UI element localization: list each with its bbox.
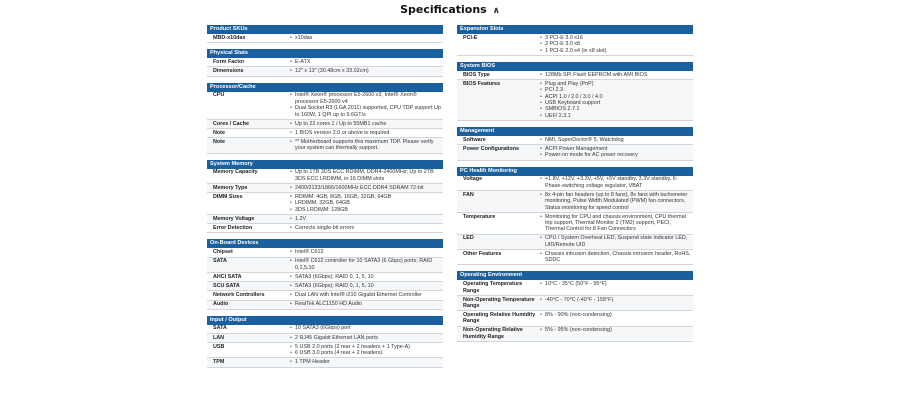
spec-value: • UEFI 2.3.1 <box>539 113 691 119</box>
spec-value: • Dual LAN with Intel® i210 Gigabit Ethernet Controller <box>289 292 441 298</box>
spec-values <box>289 358 443 366</box>
spec-value: • NMI, SuperDoctor® 5, Watchdog <box>539 137 691 143</box>
spec-label: MBD-x10dax <box>213 34 246 41</box>
spec-value: • Plug and Play (PnP) <box>539 81 691 87</box>
spec-section-processor-cache <box>207 83 443 154</box>
chevron-up-icon: ∧ <box>492 6 500 16</box>
spec-row <box>207 215 443 224</box>
section-title: Management <box>457 127 693 136</box>
spec-values <box>539 34 693 55</box>
spec-value: • 10°C - 35°C (50°F - 95°F) <box>539 281 691 287</box>
spec-values <box>289 92 443 119</box>
spec-label: Error Detection <box>213 224 253 231</box>
spec-label: Other Features <box>463 250 502 257</box>
spec-value: • 5 USB 2.0 ports (2 rear + 2 headers + 1 Type-A) <box>289 344 441 350</box>
spec-value: • 6 USB 3.0 ports (4 rear + 2 headers) <box>289 350 441 356</box>
spec-label: Note <box>213 138 225 145</box>
right-spec-column <box>457 25 693 348</box>
section-title: Input / Output <box>207 316 443 325</box>
spec-values <box>539 250 693 264</box>
spec-label: Software <box>463 136 486 143</box>
spec-values <box>539 191 693 212</box>
spec-values <box>289 291 443 299</box>
spec-value: • Power-on mode for AC power recovery <box>539 152 691 158</box>
spec-label: Operating Temperature Range <box>463 281 523 294</box>
spec-label: SATA <box>213 258 227 265</box>
section-title: Physical Stats <box>207 49 443 58</box>
spec-values <box>289 343 443 357</box>
spec-row <box>457 136 693 145</box>
spec-row <box>207 67 443 76</box>
spec-values <box>289 215 443 223</box>
spec-values <box>289 325 443 333</box>
spec-label: USB <box>213 343 225 350</box>
spec-value: • ACPI 1.0 / 2.0 / 3.0 / 4.0 <box>539 94 691 100</box>
spec-row <box>457 327 693 342</box>
section-title: Operating Environment <box>457 271 693 280</box>
spec-value: • x10dax <box>289 35 441 41</box>
spec-values <box>539 80 693 120</box>
spec-section-management <box>457 127 693 161</box>
spec-row <box>207 325 443 334</box>
section-title: Product SKUs <box>207 25 443 34</box>
spec-row <box>207 193 443 215</box>
spec-value: • Up to 1TB 3DS ECC RDIMM, DDR4-2400MHz; Up to 2TB 3DS ECC LRDIMM, in 16 DIMM slots <box>289 169 441 182</box>
spec-label: Non-Operating Temperature Range <box>463 296 535 310</box>
spec-values <box>289 224 443 232</box>
spec-values <box>289 273 443 281</box>
spec-value: • 1.2V <box>289 216 441 222</box>
spec-row <box>207 358 443 367</box>
spec-label: AHCI SATA <box>213 273 242 280</box>
spec-label: CPU <box>213 92 225 99</box>
spec-label: Form Factor <box>213 58 245 65</box>
specifications-header[interactable] <box>0 3 900 16</box>
spec-value: • PCI 2.3 <box>539 87 691 93</box>
left-spec-column <box>207 25 443 374</box>
spec-value: • USB Keyboard support <box>539 100 691 106</box>
spec-row <box>207 343 443 358</box>
section-title: On-Board Devices <box>207 239 443 248</box>
spec-values <box>539 296 693 310</box>
spec-label: Temperature <box>463 213 496 220</box>
spec-value: • E-ATX <box>289 59 441 65</box>
spec-label: SCU SATA <box>213 282 240 289</box>
spec-label: LED <box>463 235 474 242</box>
spec-value: • 2 PCI-E 3.0 x8 <box>539 41 691 47</box>
spec-value: • SATA3 (6Gbps); RAID 0, 1, 5, 10 <box>289 283 441 289</box>
spec-value: • CPU / System Overheat LED, Suspend state indicator LED, UID/Remote UID <box>539 235 691 248</box>
spec-row <box>457 296 693 311</box>
spec-label: DIMM Sizes <box>213 193 243 200</box>
spec-value: • 1 BIOS version 2.0 or above is required <box>289 130 441 136</box>
page-title: Specifications <box>400 3 487 16</box>
section-title: System Memory <box>207 160 443 169</box>
spec-label: Network Controllers <box>213 292 265 299</box>
spec-row <box>207 334 443 343</box>
section-title: Expansion Slots <box>457 25 693 34</box>
spec-values <box>289 193 443 214</box>
spec-value: • Chassis intrusion detection, Chassis intrusion header, RoHS, SDDC <box>539 251 691 264</box>
spec-section-on-board-devices <box>207 239 443 309</box>
spec-values <box>289 58 443 66</box>
spec-label: Memory Capacity <box>213 169 258 176</box>
spec-label: SATA <box>213 325 227 332</box>
spec-row <box>457 71 693 80</box>
spec-label: Power Configurations <box>463 146 520 153</box>
section-title: PC Health Monitoring <box>457 167 693 176</box>
spec-value: • Up to 22 cores 1 / Up to 55MB1 cache <box>289 121 441 127</box>
spec-label: FAN <box>463 191 474 198</box>
spec-value: • 3 PCI-E 3.0 x16 <box>539 35 691 41</box>
spec-section-input-output <box>207 316 443 368</box>
spec-row <box>457 80 693 121</box>
spec-values <box>539 213 693 234</box>
spec-value: • 10 SATA3 (6Gbps) port <box>289 325 441 331</box>
spec-row <box>207 138 443 153</box>
spec-row <box>207 273 443 282</box>
spec-values <box>289 34 443 42</box>
spec-label: Dimensions <box>213 68 244 75</box>
spec-label: Operating Relative Humidity Range <box>463 312 536 325</box>
spec-label: Non-Operating Relative Humidity Range <box>463 327 523 340</box>
spec-label: Voltage <box>463 176 483 183</box>
spec-label: Memory Type <box>213 184 248 191</box>
spec-label: Chipset <box>213 249 233 256</box>
spec-values <box>289 129 443 137</box>
spec-label: LAN <box>213 334 225 341</box>
spec-value: • 1 PCI-E 2.0 x4 (in x8 slot) <box>539 48 691 54</box>
spec-section-product-skus <box>207 25 443 43</box>
spec-value: • 2 RJ45 Gigabit Ethernet LAN ports <box>289 335 441 341</box>
spec-row <box>207 291 443 300</box>
spec-label: Cores / Cache <box>213 120 249 127</box>
spec-value: • 8x 4-pin fan headers (up to 8 fans), 8x fans with tachometer monitoring, Pulse Width Modulated (PWM) fan connectors, Status monitoring for speed control <box>539 192 691 211</box>
spec-row <box>207 58 443 67</box>
spec-value: • 5% - 95% (non-condensing) <box>539 327 691 333</box>
section-title: Processor/Cache <box>207 83 443 92</box>
spec-values <box>289 258 443 272</box>
spec-section-pc-health-monitoring <box>457 167 693 266</box>
spec-label: Audio <box>213 301 229 308</box>
spec-value: • ** Motherboard supports this maximum TDP. Please verify your system can thermally support. <box>289 139 441 152</box>
spec-value: • RealTek ALC1150 HD Audio <box>289 301 441 307</box>
spec-values <box>289 282 443 290</box>
spec-values <box>539 145 693 159</box>
spec-label: BIOS Features <box>463 80 501 87</box>
spec-row <box>457 34 693 56</box>
spec-value: • 3DS LRDIMM: 128GB <box>289 207 441 213</box>
spec-values <box>289 169 443 183</box>
spec-value: • Intel® C612 controller for 10 SATA3 (6 Gbps) ports; RAID 0,1,5,10 <box>289 258 441 271</box>
spec-values <box>289 334 443 342</box>
spec-values <box>289 67 443 75</box>
spec-values <box>539 71 693 79</box>
spec-label: BIOS Type <box>463 71 490 78</box>
spec-row <box>207 169 443 184</box>
spec-values <box>539 235 693 249</box>
spec-values <box>539 327 693 341</box>
spec-values <box>289 184 443 192</box>
spec-values <box>539 136 693 144</box>
spec-row <box>207 258 443 273</box>
spec-row <box>457 176 693 191</box>
spec-value: • 8% - 90% (non-condensing) <box>539 312 691 318</box>
spec-row <box>207 34 443 43</box>
spec-value: • 128Mb SPI Flash EEPROM with AMI BIOS <box>539 72 691 78</box>
spec-values <box>539 176 693 190</box>
spec-values <box>289 120 443 128</box>
spec-value: • 1 TPM Header <box>289 359 441 365</box>
spec-row <box>457 311 693 326</box>
spec-section-physical-stats <box>207 49 443 76</box>
section-title: System BIOS <box>457 62 693 71</box>
spec-row <box>457 250 693 265</box>
spec-row <box>207 301 443 310</box>
spec-row <box>457 280 693 295</box>
spec-row <box>207 92 443 120</box>
spec-value: • LRDIMM: 32GB, 64GB <box>289 200 441 206</box>
spec-value: • Intel® C612 <box>289 249 441 255</box>
spec-value: • SMBIOS 2.7.1 <box>539 106 691 112</box>
spec-values <box>289 301 443 309</box>
spec-label: TPM <box>213 359 225 366</box>
spec-label: PCI-E <box>463 34 478 41</box>
spec-section-system-memory <box>207 160 443 234</box>
spec-value: • SATA3 (6Gbps); RAID 0, 1, 5, 10 <box>289 274 441 280</box>
spec-row <box>207 129 443 138</box>
spec-value: • 12" x 13" (30.48cm x 33.02cm) <box>289 68 441 74</box>
spec-row <box>207 282 443 291</box>
spec-section-operating-environment <box>457 271 693 342</box>
spec-row <box>457 191 693 213</box>
spec-value: • ACPI Power Management <box>539 146 691 152</box>
spec-value: • -40°C - 70°C (-40°F - 158°F) <box>539 297 691 303</box>
spec-value: • RDIMM: 4GB, 8GB, 16GB, 32GB, 64GB <box>289 194 441 200</box>
spec-row <box>207 248 443 257</box>
spec-section-expansion-slots <box>457 25 693 56</box>
spec-row <box>457 235 693 250</box>
spec-values <box>289 248 443 256</box>
spec-row <box>457 213 693 235</box>
spec-value: • Monitoring for CPU and chassis environment, CPU thermal trip support, Thermal Monitor 2 (TM2) support, PECI, Thermal Control for 8 Fan Connectors <box>539 214 691 233</box>
spec-label: Note <box>213 129 225 136</box>
spec-value: • Dual Socket R3 (LGA 2011) supported, CPU TDP support Up to 160W, 1 QPI up to 9.6GT/s <box>289 105 441 118</box>
spec-row <box>207 184 443 193</box>
spec-values <box>539 280 693 294</box>
spec-row <box>457 145 693 160</box>
spec-values <box>289 138 443 152</box>
spec-row <box>207 224 443 233</box>
spec-row <box>207 120 443 129</box>
spec-value: • Intel® Xeon® processor E5-2600 v3, Intel® Xeon® processor E5-2600 v4 <box>289 92 441 105</box>
spec-value: • 2400/2133/1866/1600MHz ECC DDR4 SDRAM 72-bit <box>289 185 441 191</box>
spec-value: • +1.8V, +12V, +3.3V, +5V, +5V standby, 3.3V standby, 6-Phase-switching voltage regulator, VBAT <box>539 176 691 189</box>
spec-label: Memory Voltage <box>213 215 255 222</box>
spec-section-system-bios <box>457 62 693 121</box>
spec-values <box>539 311 693 325</box>
spec-value: • Corrects single-bit errors <box>289 225 441 231</box>
